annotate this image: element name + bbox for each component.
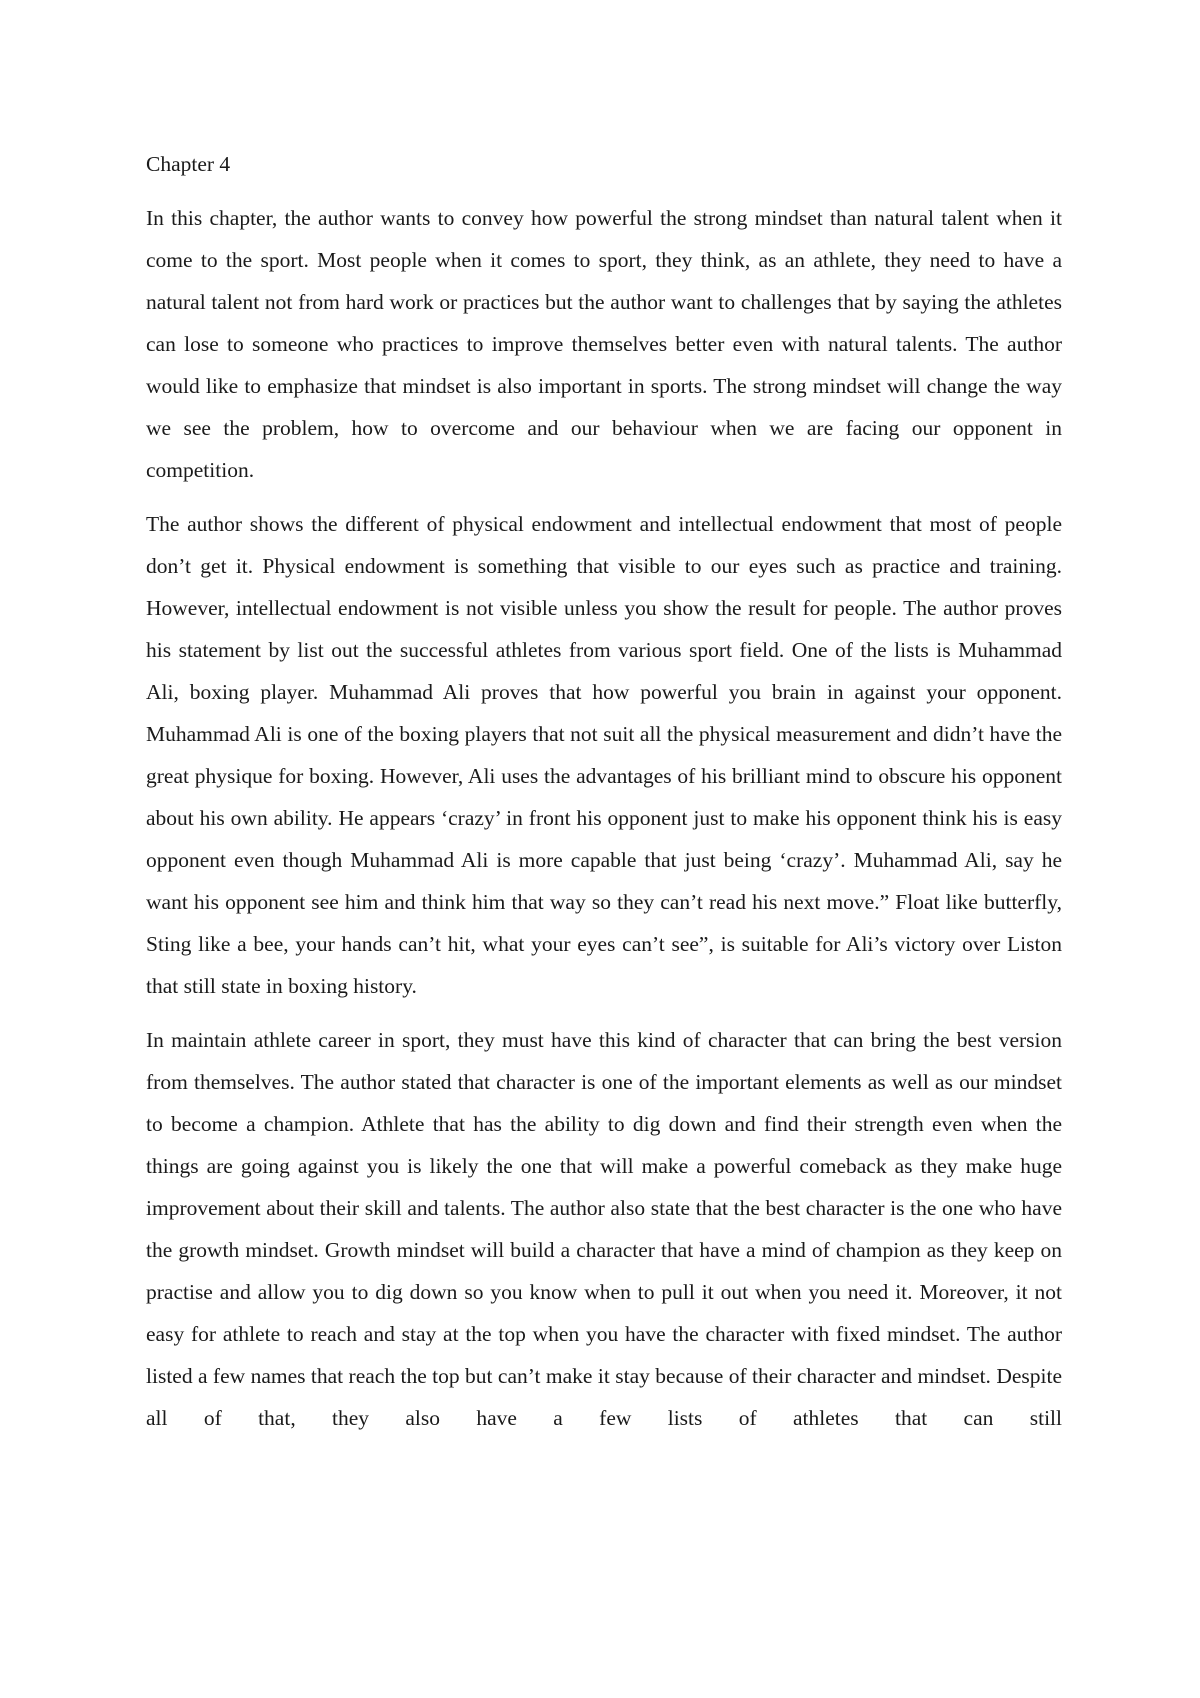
chapter-heading: Chapter 4 [146, 152, 231, 176]
document-body [146, 143, 1062, 1451]
paragraph-character: In maintain athlete career in sport, they must have this kind of character that can bring the best version from themselves. The author stated that character is one of the important elements as well as our mindset to become a champion. Athlete that has the ability to dig down and find their strength even when the things are going against you is likely the one that will make a powerful comeback as they make huge improvement about their skill and talents. The author also state that the best character is the one who have the growth mindset. Growth mindset will build a character that have a mind of champion as they keep on practise and allow you to dig down so you know when to pull it out when you need it. Moreover, it not easy for athlete to reach and stay at the top when you have the character with fixed mindset. The author listed a few names that reach the top but can’t make it stay because of their character and mindset. Despite all of that, they also have a few lists of athletes that can still [146, 1028, 1062, 1430]
paragraph-intro: In this chapter, the author wants to convey how powerful the strong mindset than natural talent when it come to the sport. Most people when it comes to sport, they think, as an athlete, they need to have a natural talent not from hard work or practices but the author want to challenges that by saying the athletes can lose to someone who practices to improve themselves better even with natural talents. The author would like to emphasize that mindset is also important in sports. The strong mindset will change the way we see the problem, how to overcome and our behaviour when we are facing our opponent in competition. [146, 206, 1062, 482]
paragraph-endowment: The author shows the different of physical endowment and intellectual endowment that most of people don’t get it. Physical endowment is something that visible to our eyes such as practice and training. However, intellectual endowment is not visible unless you show the result for people. The author proves his statement by list out the successful athletes from various sport field. One of the lists is Muhammad Ali, boxing player. Muhammad Ali proves that how powerful you brain in against your opponent. Muhammad Ali is one of the boxing players that not suit all the physical measurement and didn’t have the great physique for boxing. However, Ali uses the advantages of his brilliant mind to obscure his opponent about his own ability. He appears ‘crazy’ in front his opponent just to make his opponent think his is easy opponent even though Muhammad Ali is more capable that just being ‘crazy’. Muhammad Ali, say he want his opponent see him and think him that way so they can’t read his next move.” Float like butterfly, Sting like a bee, your hands can’t hit, what your eyes can’t see”, is suitable for Ali’s victory over Liston that still state in boxing history. [146, 512, 1062, 998]
